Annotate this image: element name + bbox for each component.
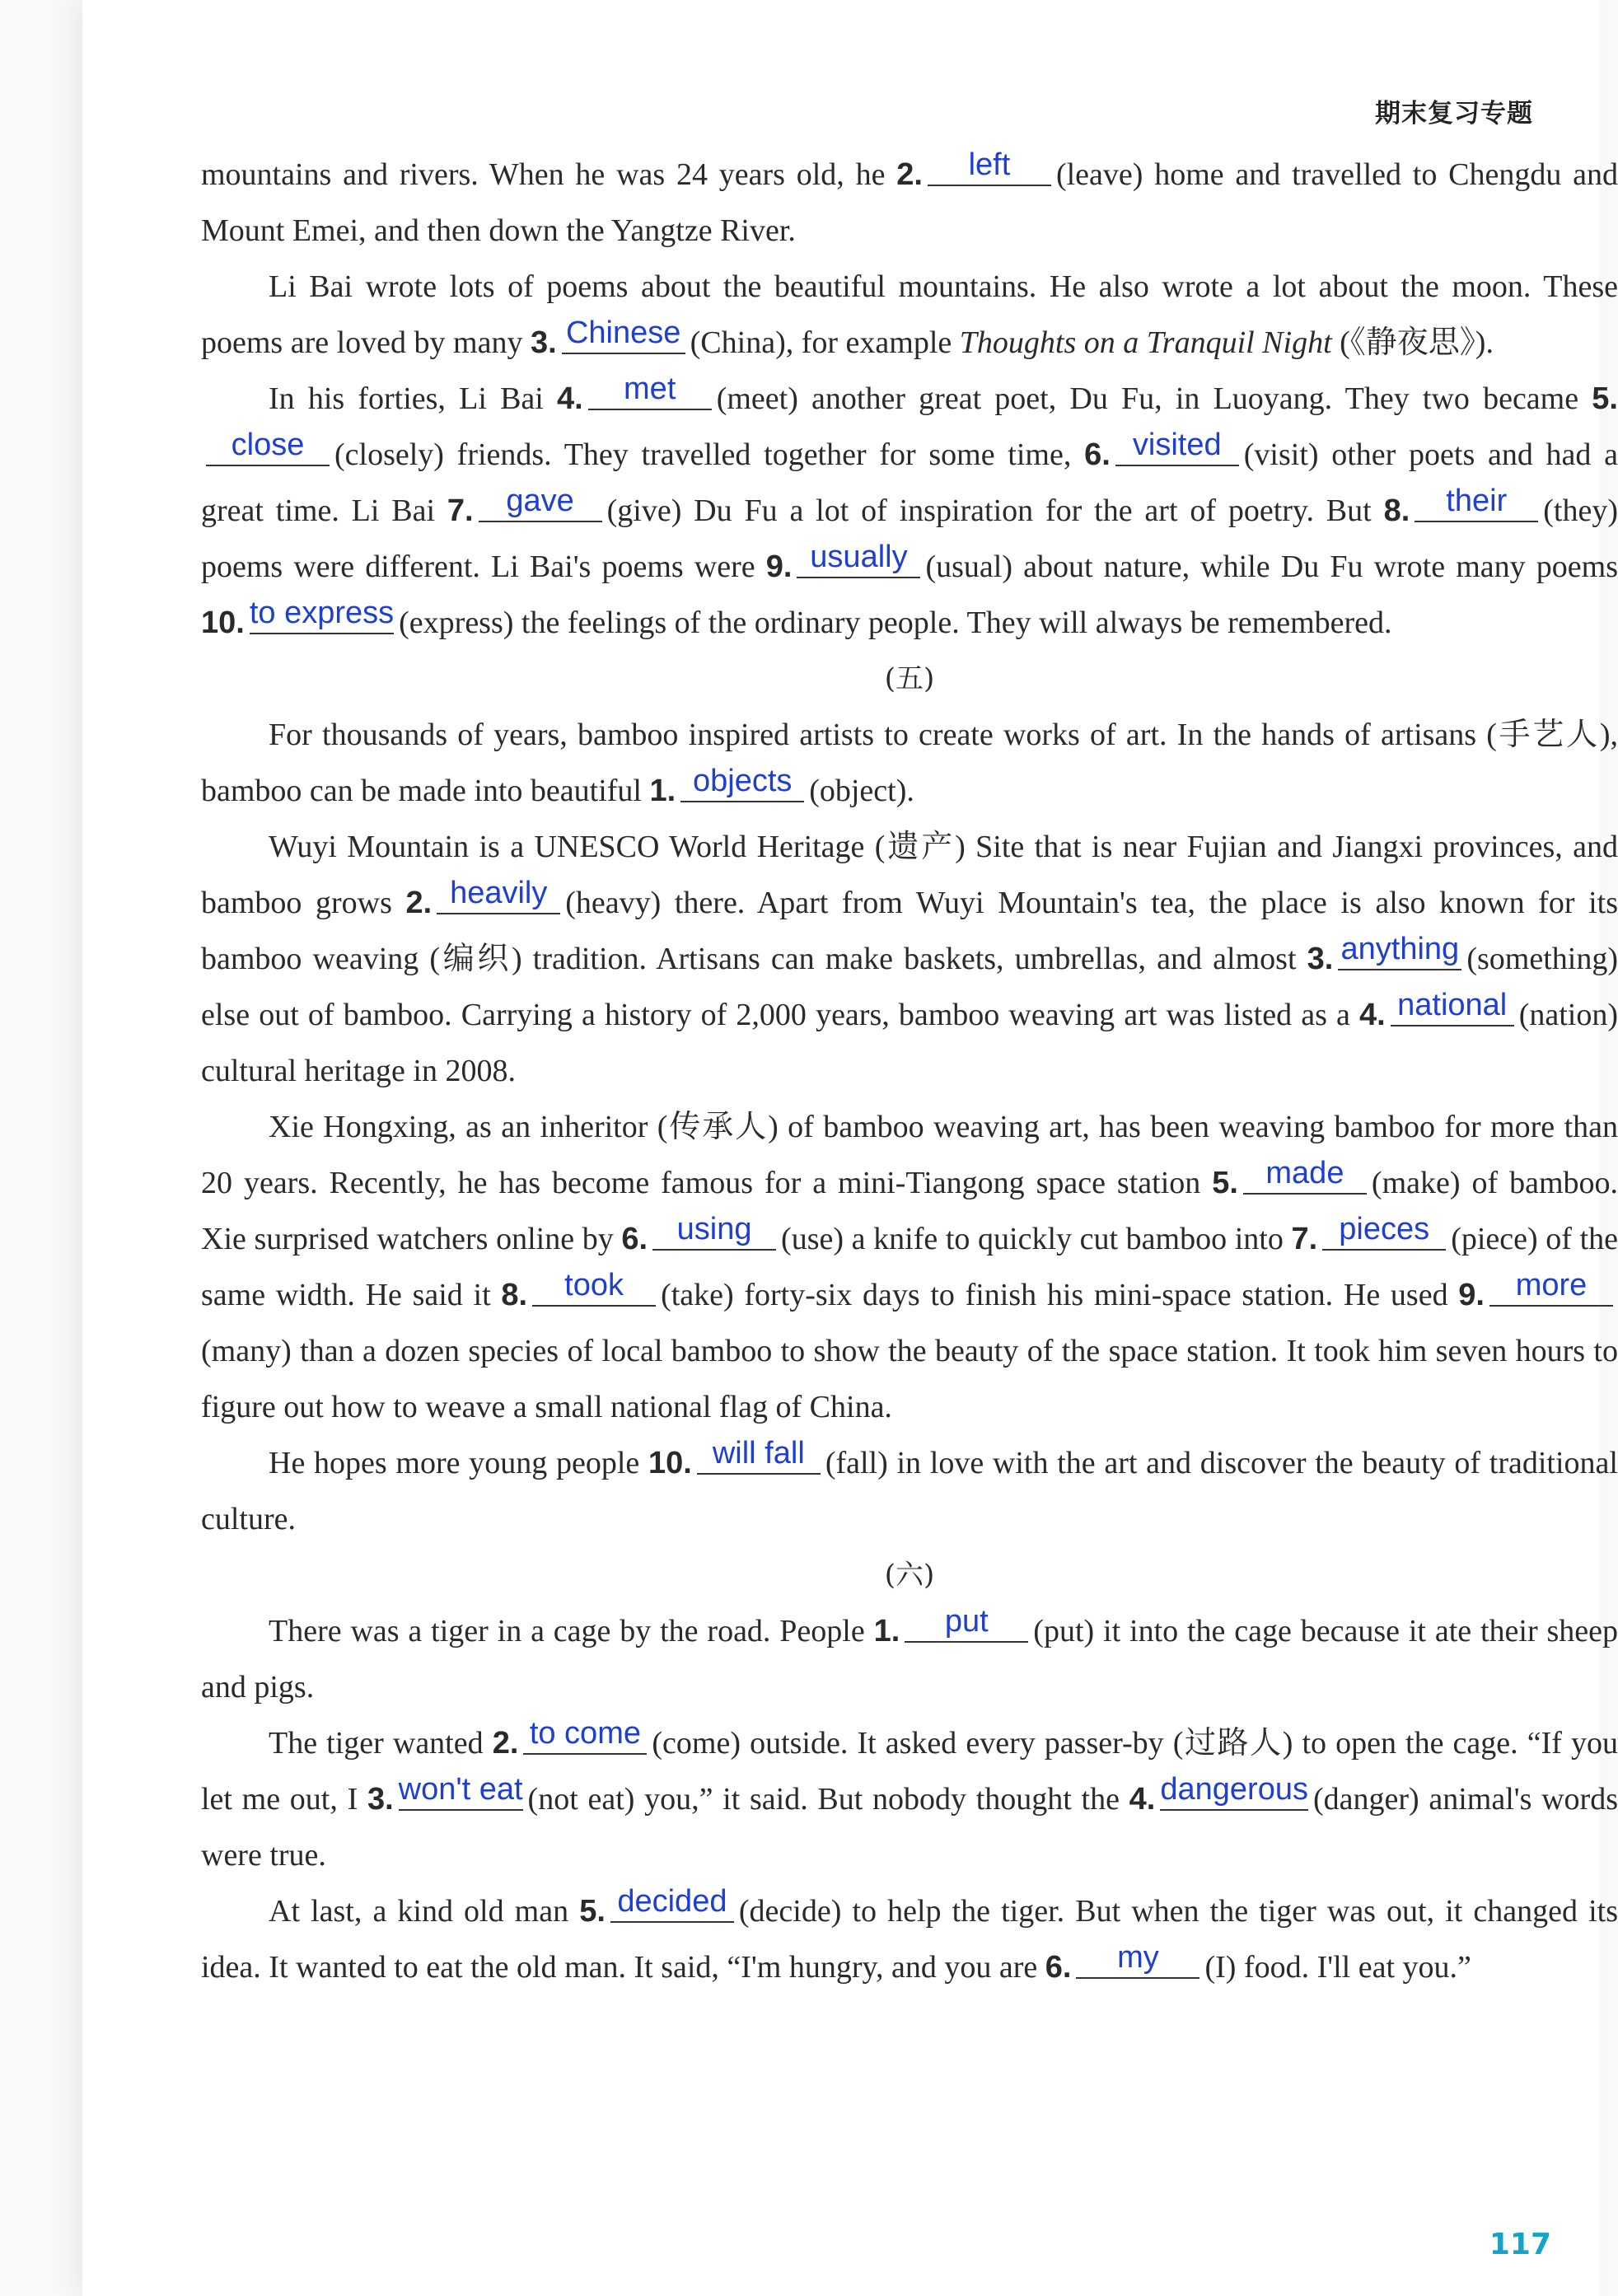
answer-blank [206, 428, 330, 466]
text: (nation) cultural heritage in 2008. [201, 998, 1618, 1088]
text: (visit) other poets and had a great time. Li Bai [201, 437, 1618, 528]
answer: left [968, 147, 1011, 182]
answer: Chinese [565, 316, 681, 350]
section-heading: (六) [884, 1559, 935, 1592]
text: The tiger wanted [269, 1726, 493, 1761]
answer: made [1265, 1156, 1344, 1190]
answer: to express [249, 596, 395, 630]
section-heading: (五) [884, 662, 935, 695]
question-number: 7. [447, 493, 474, 528]
answer-blank [1076, 1940, 1199, 1979]
answer-blank [1243, 1156, 1367, 1195]
question-number: 2. [405, 886, 433, 920]
question-number: 6. [621, 1222, 648, 1256]
text: (decide) to help the tiger. But when the tiger was out, it changed its idea. It wanted to eat the old man. It said, “I'm hungry, and you are [201, 1894, 1618, 1985]
text: Wuyi Mountain is a UNESCO World Heritage (遗产) Site that is near Fujian and Jiangxi provinces, and bamboo grows [201, 830, 1618, 920]
answer-blank [1338, 932, 1461, 970]
text: (many) than a dozen species of local bamboo to show the beauty of the space station. It took him seven hours to figure out how to weave a small national flag of China. [201, 1334, 1618, 1424]
paragraph [201, 1715, 1618, 1883]
question-number: 4. [557, 381, 583, 416]
question-number: 3. [1307, 942, 1334, 976]
text: (express) the feelings of the ordinary people. They will always be remembered. [399, 606, 1392, 640]
answer-blank [1415, 484, 1538, 522]
question-number: 1. [873, 1614, 900, 1648]
text: In his forties, Li Bai [269, 381, 558, 416]
answer-blank [610, 1884, 734, 1923]
answer-blank [249, 596, 395, 634]
answer: anything [1340, 932, 1460, 966]
answer-blank [697, 1436, 821, 1475]
answer: decided [617, 1884, 727, 1919]
paragraph [201, 1435, 1618, 1547]
question-number: 9. [765, 549, 793, 584]
text: (danger) animal's words were true. [201, 1782, 1618, 1873]
question-number: 1. [649, 774, 676, 808]
text: He hopes more young people [269, 1446, 648, 1480]
answer: won't eat [398, 1772, 523, 1807]
text: (use) a knife to quickly cut bamboo into [781, 1222, 1292, 1256]
question-number: 3. [530, 325, 557, 360]
text: (give) Du Fu a lot of inspiration for the art of poetry. But [606, 493, 1384, 528]
question-number: 8. [501, 1278, 528, 1312]
text: (they) poems were different. Li Bai's poems were [201, 493, 1618, 584]
text: There was a tiger in a cage by the road. People [269, 1614, 874, 1648]
question-number: 6. [1045, 1950, 1072, 1985]
question-number: 4. [1359, 998, 1386, 1032]
text: Li Bai wrote lots of poems about the beautiful mountains. He also wrote a lot about the moon. These poems are loved by many [201, 269, 1618, 360]
answer: visited [1132, 428, 1222, 462]
answer-blank [1489, 1268, 1613, 1307]
page [82, 0, 1618, 2296]
text: (not eat) you,” it said. But nobody thought the [527, 1782, 1129, 1817]
question-number: 2. [896, 157, 923, 192]
answer: gave [506, 484, 574, 518]
text: (put) it into the cage because it ate their sheep and pigs. [201, 1614, 1618, 1704]
text: (take) forty-six days to finish his mini-space station. He used [661, 1278, 1459, 1312]
question-number: 5. [579, 1894, 606, 1929]
question-number: 10. [201, 606, 245, 640]
text: (heavy) there. Apart from Wuyi Mountain's tea, the place is also known for its bamboo weaving (编织) tradition. Artisans can make baskets, umbrellas, and almost [201, 886, 1618, 976]
answer-blank [652, 1212, 776, 1251]
answer: close [231, 428, 305, 462]
chapter-header: 期末复习专题 [1375, 99, 1533, 129]
text: (make) of bamboo. Xie surprised watchers online by [201, 1166, 1618, 1256]
text: (meet) another great poet, Du Fu, in Luoyang. They two became [716, 381, 1592, 416]
text: (leave) home and travelled to Chengdu and Mount Emei, and then down the Yangtze River. [201, 157, 1618, 248]
paragraph [201, 1099, 1618, 1435]
text: (piece) of the same width. He said it [201, 1222, 1618, 1312]
question-number: 8. [1383, 493, 1410, 528]
answer-blank [523, 1716, 647, 1755]
answer: put [944, 1604, 989, 1639]
question-number: 9. [1458, 1278, 1485, 1312]
answer: will fall [712, 1436, 805, 1471]
answer-blank [1115, 428, 1239, 466]
question-number: 7. [1291, 1222, 1318, 1256]
answer: dangerous [1160, 1772, 1308, 1807]
answer-blank [797, 540, 920, 578]
text: (object). [809, 774, 914, 808]
answer-blank [398, 1772, 523, 1811]
answer: using [676, 1212, 752, 1246]
paragraph [201, 819, 1618, 1099]
answer-blank [588, 372, 712, 410]
answer: their [1446, 484, 1508, 518]
text: (fall) in love with the art and discover the beauty of traditional culture. [201, 1446, 1618, 1536]
answer-blank [928, 147, 1051, 186]
text: (I) food. I'll eat you.” [1204, 1950, 1471, 1985]
question-number: 2. [492, 1726, 519, 1761]
answer-blank [1322, 1212, 1446, 1251]
paragraph [201, 707, 1618, 819]
answer-blank [680, 764, 804, 802]
answer-blank [1160, 1772, 1308, 1811]
question-number: 3. [367, 1782, 394, 1817]
exercise-content [201, 147, 1618, 1995]
question-number: 10. [648, 1446, 692, 1480]
answer: national [1397, 988, 1508, 1022]
paragraph [201, 1883, 1618, 1995]
question-number: 6. [1084, 437, 1111, 472]
answer: more [1515, 1268, 1588, 1302]
text: (come) outside. It asked every passer-by (过路人) to open the cage. “If you let me out, I [201, 1726, 1618, 1817]
text: Xie Hongxing, as an inheritor (传承人) of bamboo weaving art, has been weaving bamboo for more than 20 years. Recently, he has become famous for a mini-Tiangong space station [201, 1110, 1618, 1200]
text: (something) else out of bamboo. Carrying a history of 2,000 years, bamboo weaving art was listed as a [201, 942, 1618, 1032]
text: At last, a kind old man [269, 1894, 580, 1929]
text: For thousands of years, bamboo inspired artists to create works of art. In the hands of artisans (手艺人), bamboo can be made into beautiful [201, 718, 1618, 808]
answer-blank [1391, 988, 1514, 1026]
text: (China), for example [690, 325, 960, 360]
paragraph [201, 371, 1618, 651]
paragraph [201, 147, 1618, 259]
answer: pieces [1339, 1212, 1430, 1246]
answer: objects [693, 764, 793, 798]
text: (《静夜思》). [1331, 325, 1494, 360]
page-number: 117 [1489, 2228, 1551, 2261]
answer-blank [562, 316, 685, 354]
answer: heavily [450, 876, 548, 910]
question-number: 5. [1212, 1166, 1238, 1200]
answer: my [1117, 1940, 1159, 1975]
paragraph [201, 1603, 1618, 1715]
answer-blank [532, 1268, 656, 1307]
answer: usually [810, 540, 908, 574]
text: (usual) about nature, while Du Fu wrote many poems [925, 549, 1618, 584]
answer: met [624, 372, 676, 406]
answer-blank [437, 876, 560, 914]
answer: to come [529, 1716, 641, 1751]
text: (closely) friends. They travelled together for some time, [334, 437, 1085, 472]
text: mountains and rivers. When he was 24 years old, he [201, 157, 897, 192]
paragraph [201, 259, 1618, 371]
answer: took [564, 1268, 624, 1302]
question-number: 4. [1129, 1782, 1156, 1817]
question-number: 5. [1592, 381, 1618, 416]
poem-title: Thoughts on a Tranquil Night [959, 325, 1332, 360]
answer-blank [479, 484, 602, 522]
answer-blank [905, 1604, 1028, 1643]
